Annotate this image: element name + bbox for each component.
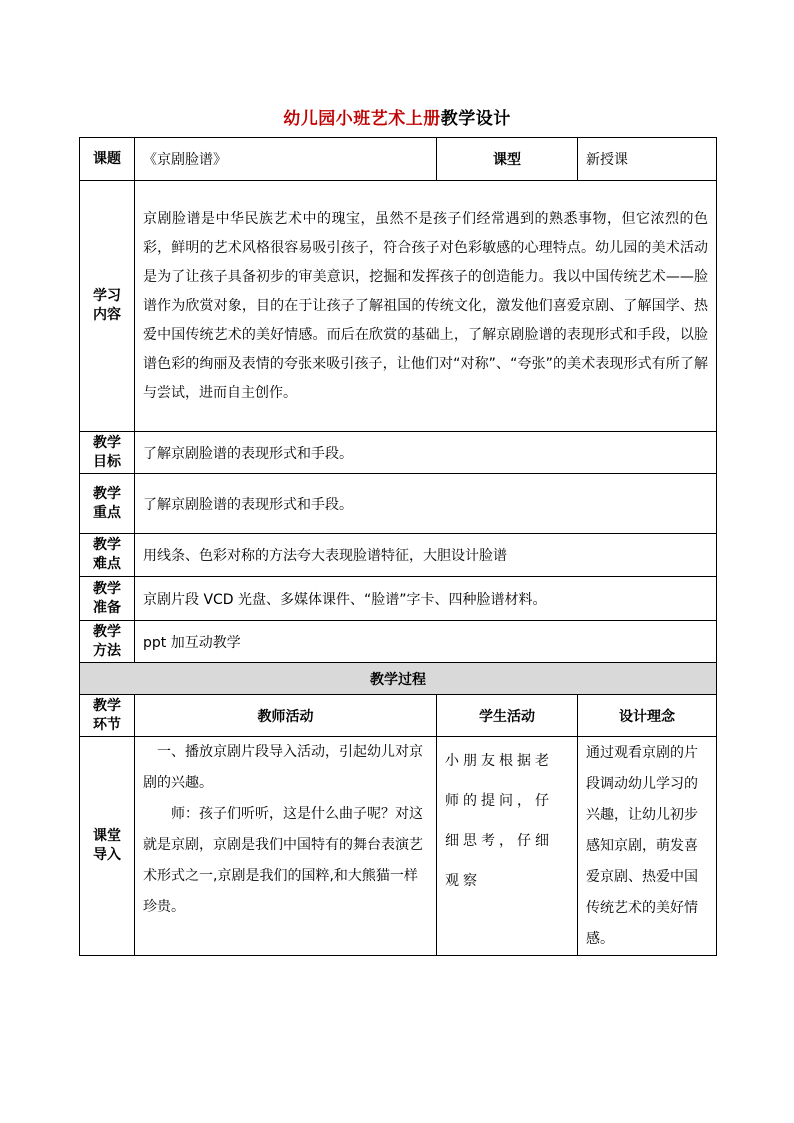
goal-label: 教学目标	[93, 434, 121, 470]
goal-text: 了解京剧脸谱的表现形式和手段。	[135, 432, 717, 474]
topic-value: 《京剧脸谱》	[135, 138, 437, 181]
intro-teacher-p2: 师：孩子们听听，这是什么曲子呢？对这就是京剧，京剧是我们中国特有的舞台表演艺术形式之一,京剧是我们的国粹,和大熊猫一样珍贵。	[143, 806, 423, 915]
method-row	[80, 621, 717, 663]
intro-row	[80, 737, 717, 956]
col-student: 学生活动	[437, 695, 578, 737]
header-row	[80, 138, 717, 181]
intro-student: 小朋友根据老师的提问，仔细思考，仔细观察	[437, 737, 578, 956]
intro-idea: 通过观看京剧的片段调动幼儿学习的兴趣，让幼儿初步感知京剧，萌发喜爱京剧、热爱中国传统艺术的美好情感。	[578, 737, 717, 956]
goal-row	[80, 432, 717, 474]
content-row	[80, 181, 717, 432]
key-row	[80, 474, 717, 534]
method-text: ppt 加互动教学	[135, 621, 717, 663]
difficulty-row	[80, 534, 717, 577]
content-label: 学习内容	[93, 288, 121, 323]
prep-label: 教学准备	[93, 580, 121, 616]
page-title	[0, 104, 794, 129]
prep-text: 京剧片段 VCD 光盘、多媒体课件、“脸谱”字卡、四种脸谱材料。	[135, 577, 717, 621]
col-idea: 设计理念	[578, 695, 717, 737]
content-text: 京剧脸谱是中华民族艺术中的瑰宝，虽然不是孩子们经常遇到的熟悉事物，但它浓烈的色彩，鲜明的艺术风格很容易吸引孩子，符合孩子对色彩敏感的心理特点。幼儿园的美术活动是为了让孩子具备初步的审美意识，挖掘和发挥孩子的创造能力。我以中国传统艺术——脸谱作为欣赏对象，目的在于让孩子了解祖国的传统文化，激发他们喜爱京剧、了解国学、热爱中国传统艺术的美好情感。而后在欣赏的基础上，了解京剧脸谱的表现形式和手段，以脸谱色彩的绚丽及表情的夸张来吸引孩子，让他们对“对称”、“夸张”的美术表现形式有所了解与尝试，进而自主创作。	[135, 181, 717, 432]
type-value: 新授课	[578, 138, 717, 181]
intro-teacher	[135, 737, 437, 956]
lesson-plan-table	[79, 137, 717, 956]
topic-label: 课题	[80, 138, 135, 181]
prep-row	[80, 577, 717, 621]
process-header-row	[80, 695, 717, 737]
key-label: 教学重点	[93, 485, 121, 521]
title-black-part: 教学设计	[440, 109, 511, 129]
intro-label: 课堂导入	[93, 828, 121, 863]
process-title-row	[80, 663, 717, 695]
col-stage: 教学环节	[93, 697, 121, 733]
difficulty-text: 用线条、色彩对称的方法夸大表现脸谱特征，大胆设计脸谱	[135, 534, 717, 577]
method-label: 教学方法	[93, 623, 121, 659]
col-teacher: 教师活动	[135, 695, 437, 737]
intro-teacher-p1: 一、播放京剧片段导入活动，引起幼儿对京剧的兴趣。	[143, 744, 423, 791]
difficulty-label: 教学难点	[93, 537, 121, 572]
title-red-part: 幼儿园小班艺术上册	[283, 109, 441, 129]
type-label: 课型	[437, 138, 578, 181]
key-text: 了解京剧脸谱的表现形式和手段。	[135, 474, 717, 534]
process-title: 教学过程	[80, 663, 717, 695]
